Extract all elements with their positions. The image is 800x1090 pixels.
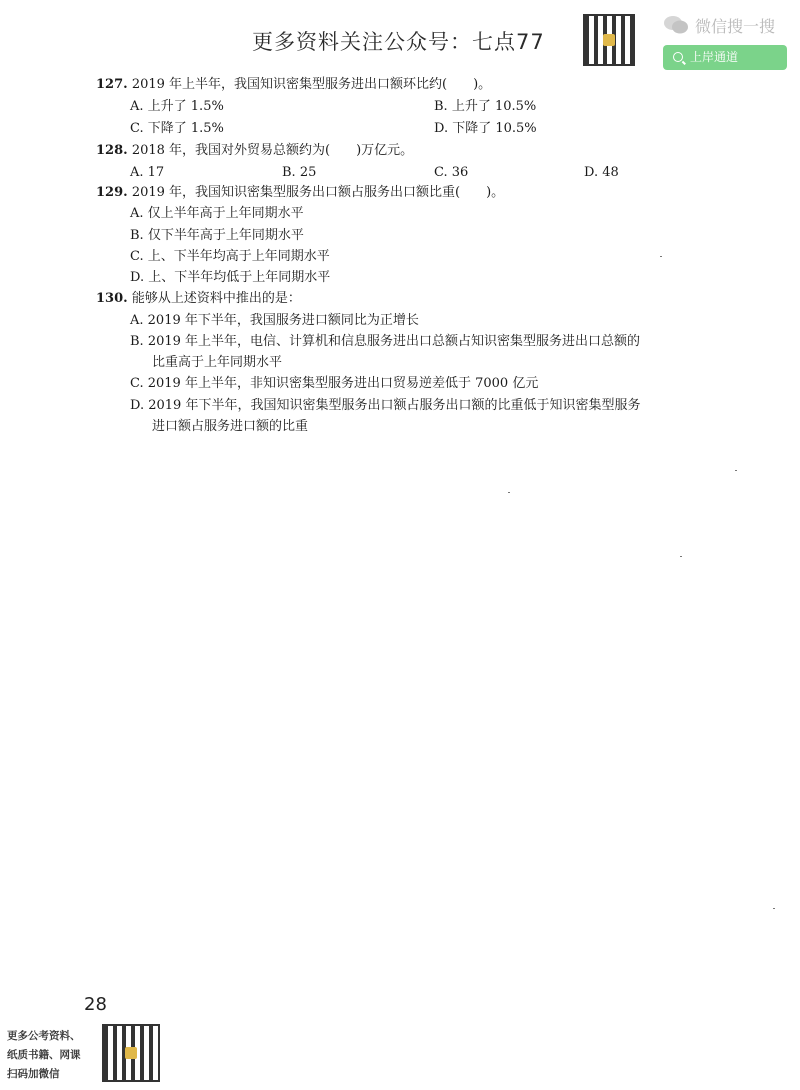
promo-line: 更多公考资料、 <box>7 1030 81 1042</box>
scan-speck <box>773 908 775 909</box>
option-128-d: D. 48 <box>584 165 619 180</box>
question-stem: 能够从上述资料中推出的是： <box>131 291 301 306</box>
option-130-b: B. 2019 年上半年，电信、计算机和信息服务进出口总额占知识密集型服务进出口总额的 <box>130 334 641 349</box>
question-127 <box>96 76 491 94</box>
wechat-icon <box>663 15 689 35</box>
option-129-c: C. 上、下半年均高于上年同期水平 <box>130 249 330 264</box>
question-stem: 2019 年，我国知识密集型服务出口额占服务出口额比重( )。 <box>131 185 505 200</box>
scan-speck <box>660 256 662 257</box>
scan-speck <box>735 470 737 471</box>
option-127-d: D. 下降了 10.5% <box>434 121 537 136</box>
option-127-a: A. 上升了 1.5% <box>130 99 224 114</box>
option-129-a: A. 仅上半年高于上年同期水平 <box>130 206 304 221</box>
option-130-b-cont: 比重高于上年同期水平 <box>152 355 283 370</box>
option-127-c: C. 下降了 1.5% <box>130 121 224 136</box>
header-title: 更多资料关注公众号：七点77 <box>252 30 545 54</box>
question-129 <box>96 184 504 202</box>
question-130 <box>96 290 301 308</box>
option-130-c: C. 2019 年上半年，非知识密集型服务进出口贸易逆差低于 7000 亿元 <box>130 376 539 391</box>
question-stem: 2018 年，我国对外贸易总额约为( )万亿元。 <box>131 143 414 158</box>
option-128-a: A. 17 <box>130 165 165 180</box>
option-129-d: D. 上、下半年均低于上年同期水平 <box>130 270 331 285</box>
promo-line: 纸质书籍、网课 <box>7 1049 81 1061</box>
wechat-label: 微信搜一搜 <box>695 17 776 36</box>
option-128-b: B. 25 <box>282 165 317 180</box>
scan-speck <box>508 492 510 493</box>
option-127-b: B. 上升了 10.5% <box>434 99 537 114</box>
option-129-b: B. 仅下半年高于上年同期水平 <box>130 228 304 243</box>
scan-speck <box>680 556 682 557</box>
option-130-a: A. 2019 年下半年，我国服务进口额同比为正增长 <box>130 313 419 328</box>
option-130-d: D. 2019 年下半年，我国知识密集型服务出口额占服务出口额的比重低于知识密集型服务 <box>130 398 641 413</box>
promo-text <box>7 1027 99 1084</box>
question-stem: 2019 年上半年，我国知识密集型服务进出口额环比约( )。 <box>131 77 492 92</box>
question-number: 127. <box>96 77 128 92</box>
page-number: 28 <box>84 994 107 1015</box>
question-number: 128. <box>96 143 128 158</box>
wechat-search-logo <box>663 13 793 37</box>
promo-line: 扫码加微信 <box>7 1068 60 1080</box>
option-128-c: C. 36 <box>434 165 469 180</box>
qr-code-icon <box>583 14 635 66</box>
search-button-label: 上岸通道 <box>690 50 739 64</box>
option-130-d-cont: 进口额占服务进口额的比重 <box>152 419 309 434</box>
search-icon <box>673 52 683 62</box>
search-channel-button[interactable] <box>663 45 787 70</box>
qr-code-icon <box>102 1024 160 1082</box>
question-128 <box>96 142 413 160</box>
question-number: 129. <box>96 185 128 200</box>
question-number: 130. <box>96 291 128 306</box>
